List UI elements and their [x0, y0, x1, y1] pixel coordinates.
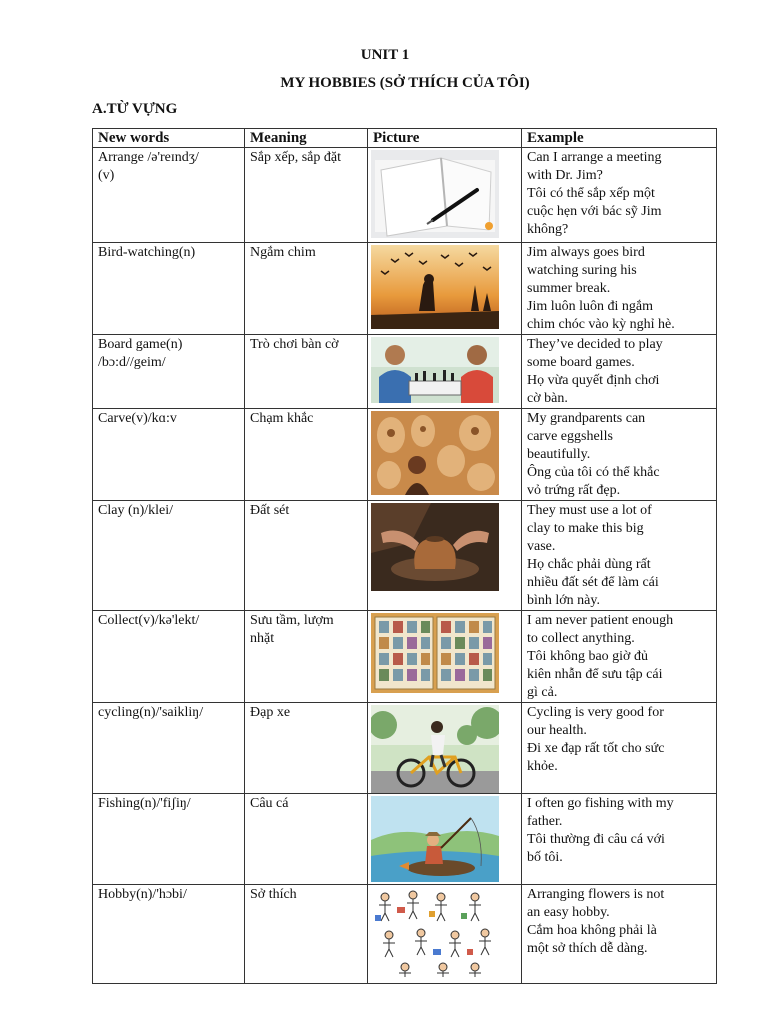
page-title: MY HOBBIES (SỞ THÍCH CỦA TÔI)	[280, 75, 530, 91]
word-pos: (v)	[98, 168, 115, 183]
example-line: Họ vừa quyết định chơi	[527, 373, 660, 388]
example-line: to collect anything.	[527, 631, 635, 646]
example-line: beautifully.	[527, 447, 591, 462]
example-line: không?	[527, 222, 569, 237]
example-line: our health.	[527, 723, 587, 738]
example-line: Tôi không bao giờ đủ	[527, 649, 648, 664]
example-line: They must use a lot of	[527, 503, 652, 518]
word-cell	[93, 243, 245, 335]
example-line: father.	[527, 814, 563, 829]
example-line: My grandparents can	[527, 411, 646, 426]
word-pron: /bɔ:d//geim/	[98, 355, 166, 370]
example-line: Đi xe đạp rất tốt cho sức	[527, 741, 665, 756]
table-header-row	[93, 129, 717, 148]
wood-carving-icon	[371, 411, 499, 495]
example-line: Can I arrange a meeting	[527, 150, 662, 165]
example-cell	[522, 148, 717, 243]
example-line: Tôi có thể sắp xếp một	[527, 186, 655, 201]
picture-cell	[368, 501, 522, 611]
example-line: chim chóc vào kỳ nghỉ hè.	[527, 317, 675, 332]
example-line: cờ bàn.	[527, 391, 568, 406]
example-line: Jim always goes bird	[527, 245, 645, 260]
chess-kids-icon	[371, 337, 499, 403]
section-heading: A.TỪ VỰNG	[92, 101, 178, 117]
example-line: gì cả.	[527, 685, 558, 700]
example-line: một sở thích dễ dàng.	[527, 941, 648, 956]
example-line: I am never patient enough	[527, 613, 674, 628]
table-row	[93, 409, 717, 501]
word-text: Hobby(n)/'hɔbi/	[98, 887, 187, 902]
meaning-cell: Sở thích	[245, 885, 368, 984]
picture-cell	[368, 885, 522, 984]
example-line: They’ve decided to play	[527, 337, 663, 352]
header-meaning: Meaning	[245, 129, 368, 148]
word-text: Bird-watching(n)	[98, 245, 196, 260]
notebook-pen-icon	[371, 150, 499, 238]
meaning-cell	[245, 611, 368, 703]
table-row	[93, 335, 717, 409]
example-line: bình lớn này.	[527, 593, 600, 608]
meaning-cell: Đạp xe	[245, 703, 368, 794]
meaning-cell: Ngắm chim	[245, 243, 368, 335]
fisherman-icon	[371, 796, 499, 882]
table-row	[93, 243, 717, 335]
word-cell	[93, 148, 245, 243]
example-line: cuộc hẹn với bác sỹ Jim	[527, 204, 662, 219]
picture-cell	[368, 794, 522, 885]
meaning-line: nhặt	[250, 631, 275, 646]
example-line: Arranging flowers is not	[527, 887, 665, 902]
example-line: Ông của tôi có thể khắc	[527, 465, 660, 480]
example-line: kiên nhẫn để sưu tập cái	[527, 667, 663, 682]
example-line: bố tôi.	[527, 850, 563, 865]
picture-cell	[368, 703, 522, 794]
picture-cell	[368, 409, 522, 501]
example-line: vỏ trứng rất đẹp.	[527, 483, 621, 498]
example-line: some board games.	[527, 355, 635, 370]
table-row	[93, 885, 717, 984]
word-cell	[93, 501, 245, 611]
word-cell	[93, 611, 245, 703]
picture-cell	[368, 335, 522, 409]
example-cell	[522, 611, 717, 703]
header-new-words: New words	[93, 129, 245, 148]
example-line: Cắm hoa không phải là	[527, 923, 657, 938]
cyclist-icon	[371, 705, 499, 793]
word-text: cycling(n)/'saikliŋ/	[98, 705, 204, 720]
word-cell	[93, 335, 245, 409]
example-cell	[522, 501, 717, 611]
word-cell	[93, 794, 245, 885]
pottery-wheel-icon	[371, 503, 499, 591]
example-line: nhiều đất sét để làm cái	[527, 575, 659, 590]
meaning-cell: Chạm khắc	[245, 409, 368, 501]
meaning-line: Sưu tầm, lượm	[250, 613, 334, 628]
example-line: Jim luôn luôn đi ngắm	[527, 299, 653, 314]
table-row	[93, 611, 717, 703]
meaning-cell: Đất sét	[245, 501, 368, 611]
word-cell	[93, 703, 245, 794]
example-cell	[522, 703, 717, 794]
example-line: vase.	[527, 539, 556, 554]
table-row	[93, 501, 717, 611]
word-text: Collect(v)/kə'lekt/	[98, 613, 200, 628]
example-line: khỏe.	[527, 759, 558, 774]
example-line: I often go fishing with my	[527, 796, 674, 811]
example-cell	[522, 409, 717, 501]
meaning-cell: Câu cá	[245, 794, 368, 885]
word-text: Arrange /ə'reɪndʒ/	[98, 150, 199, 165]
header-example: Example	[522, 129, 717, 148]
example-cell	[522, 335, 717, 409]
example-line: watching suring his	[527, 263, 637, 278]
example-line: with Dr. Jim?	[527, 168, 603, 183]
example-line: clay to make this big	[527, 521, 644, 536]
meaning-cell: Sắp xếp, sắp đặt	[245, 148, 368, 243]
word-text: Carve(v)/kɑ:v	[98, 411, 177, 426]
example-line: Cycling is very good for	[527, 705, 664, 720]
example-line: Họ chắc phải dùng rất	[527, 557, 651, 572]
example-line: Tôi thường đi câu cá với	[527, 832, 665, 847]
hobbies-collage-icon	[371, 887, 499, 979]
word-cell	[93, 409, 245, 501]
table-row	[93, 794, 717, 885]
unit-heading: UNIT 1	[360, 47, 410, 63]
example-line: summer break.	[527, 281, 611, 296]
meaning-cell: Trò chơi bàn cờ	[245, 335, 368, 409]
stamp-album-icon	[371, 613, 499, 693]
header-picture: Picture	[368, 129, 522, 148]
word-cell	[93, 885, 245, 984]
word-text: Board game(n)	[98, 337, 183, 352]
example-line: carve eggshells	[527, 429, 613, 444]
vocabulary-table	[92, 128, 717, 984]
table-row	[93, 703, 717, 794]
example-cell	[522, 794, 717, 885]
table-row	[93, 148, 717, 243]
example-cell	[522, 243, 717, 335]
example-cell	[522, 885, 717, 984]
word-text: Clay (n)/klei/	[98, 503, 174, 518]
picture-cell	[368, 243, 522, 335]
example-line: an easy hobby.	[527, 905, 610, 920]
birds-sunset-icon	[371, 245, 499, 329]
word-text: Fishing(n)/'fiʃiŋ/	[98, 796, 191, 811]
picture-cell	[368, 611, 522, 703]
picture-cell	[368, 148, 522, 243]
